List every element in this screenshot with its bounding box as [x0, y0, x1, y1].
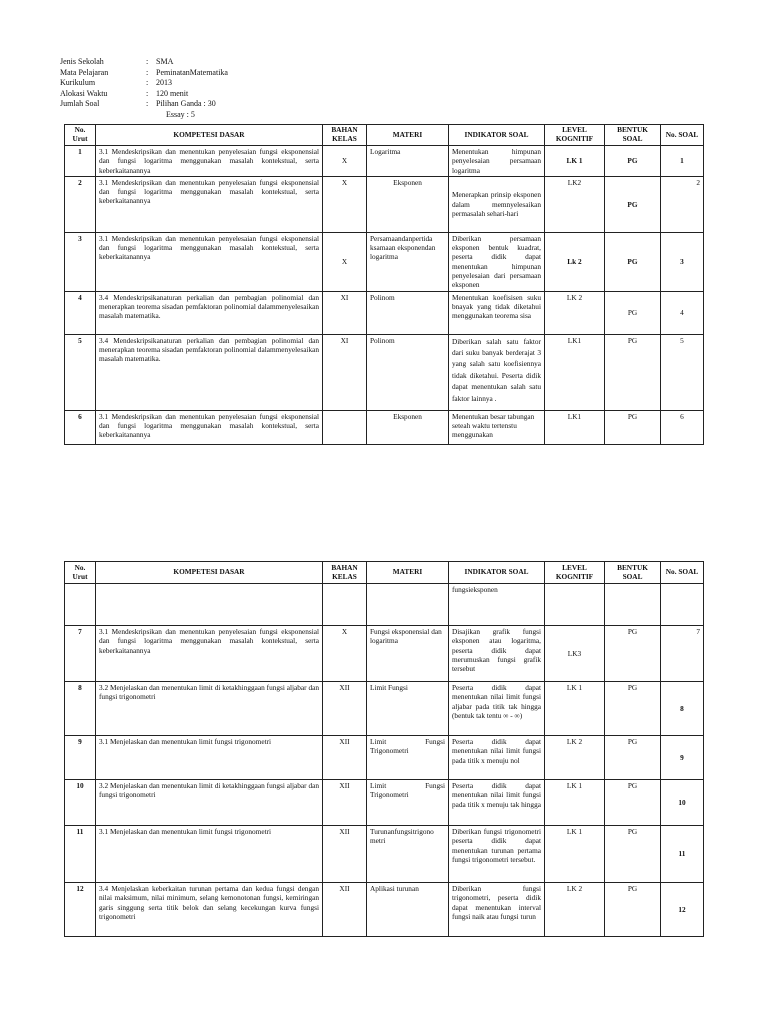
- row-indikator: Peserta didik dapat menentukan nilai limit fungsi pada titik x menuju nol: [449, 736, 545, 780]
- info-value: SMA: [156, 57, 174, 66]
- row-materi: Limit Fungsi Trigonometri: [367, 780, 449, 826]
- row-indikator: Peserta didik dapat menentukan nilai limit fungsi pada titik x menuju tak hingga: [449, 780, 545, 826]
- header-kompetensi: KOMPETESI DASAR: [96, 562, 323, 584]
- row-kompetensi: [96, 584, 323, 626]
- row-kelas: XII: [323, 883, 367, 937]
- table-row: [65, 291, 704, 334]
- table-row: [65, 232, 704, 291]
- row-bentuk: [605, 584, 661, 626]
- row-level: LK1: [545, 410, 605, 444]
- row-kompetensi: 3.1 Mendeskripsikan dan menentukan penyelesaian fungsi eksponensial dan fungsi logaritma menggunakan masalah kontekstual, serta keberkaitanannya: [96, 410, 323, 444]
- info-value: Pilihan Ganda : 30: [156, 99, 216, 109]
- row-no-soal: 6: [661, 410, 704, 444]
- row-kelas: XI: [323, 291, 367, 334]
- row-bentuk: PG: [605, 146, 661, 177]
- row-no: [65, 584, 96, 626]
- row-no-soal: 9: [661, 736, 704, 780]
- table-row: [65, 736, 704, 780]
- header-materi: MATERI: [367, 562, 449, 584]
- row-indikator: Diberikan fungsi trigonometri, peserta didik dapat menentukan interval fungsi naik atau fungsi turun: [449, 883, 545, 937]
- info-key: Jumlah Soal: [60, 99, 100, 109]
- row-indikator: Diberikan persamaan eksponen bentuk kuadrat, peserta didik dapat menentukan himpunan penyelesaian dari persamaan eksponen: [449, 232, 545, 291]
- row-indikator: Diberikan fungsi trigonometri peserta didik dapat menentukan turunan pertama fungsi trigonometri tersebut.: [449, 826, 545, 883]
- row-level: LK 2: [545, 736, 605, 780]
- header-bahan-kelas: BAHAN KELAS: [323, 125, 367, 146]
- row-no-soal: 2: [661, 176, 704, 232]
- info-row: Alokasi Waktu : 120 menit: [60, 88, 189, 98]
- row-bentuk: PG: [605, 410, 661, 444]
- info-value: 120 menit: [156, 88, 189, 98]
- info-key: Alokasi Waktu: [60, 88, 108, 98]
- header-materi: MATERI: [367, 125, 449, 146]
- row-materi: Eksponen: [367, 176, 449, 232]
- row-bentuk: PG: [605, 176, 661, 232]
- table-row: [65, 176, 704, 232]
- kisi-kisi-table-2: [64, 561, 704, 937]
- row-kelas: XII: [323, 780, 367, 826]
- row-kelas: XII: [323, 682, 367, 736]
- row-materi: [367, 584, 449, 626]
- row-level: LK 1: [545, 780, 605, 826]
- row-materi: Limit Fungsi Trigonometri: [367, 736, 449, 780]
- table-header-row: [65, 125, 704, 146]
- row-level: LK 1: [545, 682, 605, 736]
- row-no: 1: [65, 146, 96, 177]
- info-key: Kurikulum: [60, 78, 96, 88]
- row-indikator: Peserta didik dapat menentukan nilai limit fungsi aljabar pada titik tak hingga (bentuk tak tentu ∞ - ∞): [449, 682, 545, 736]
- row-kelas: [323, 410, 367, 444]
- row-no: 4: [65, 291, 96, 334]
- row-kelas: X: [323, 626, 367, 682]
- header-bentuk: BENTUK SOAL: [605, 125, 661, 146]
- header-indikator: INDIKATOR SOAL: [449, 125, 545, 146]
- row-indikator: Diberikan salah satu faktor dari suku banyak berderajat 3 yang salah satu koefisiennya tidak diketahui. Peserta didik dapat menentukan salah satu faktor lainnya .: [449, 334, 545, 410]
- row-materi: Polinom: [367, 291, 449, 334]
- row-no-soal: [661, 584, 704, 626]
- header-level: LEVEL KOGNITIF: [545, 562, 605, 584]
- info-row: Kurikulum : 2013: [60, 78, 172, 88]
- header-level: LEVEL KOGNITIF: [545, 125, 605, 146]
- row-no-soal: 7: [661, 626, 704, 682]
- row-kelas: XII: [323, 826, 367, 883]
- row-no: 6: [65, 410, 96, 444]
- row-kompetensi: 3.4 Mendeskripsikanaturan perkalian dan pembagian polinomial dan menerapkan teorema sisadan pemfaktoran polinomial dalammenyelesaikan masalah matematika.: [96, 334, 323, 410]
- row-kompetensi: 3.2 Menjelaskan dan menentukan limit di ketakhinggaan fungsi aljabar dan fungsi trigonometri: [96, 682, 323, 736]
- row-no: 9: [65, 736, 96, 780]
- table-row: [65, 780, 704, 826]
- row-indikator: fungsieksponen: [449, 584, 545, 626]
- row-materi: Eksponen: [367, 410, 449, 444]
- row-indikator: Menerapkan prinsip eksponen dalam memnyelesaikan permasalah sehari-hari: [449, 176, 545, 232]
- row-no: 2: [65, 176, 96, 232]
- row-no-soal: 4: [661, 291, 704, 334]
- row-bentuk: PG: [605, 780, 661, 826]
- row-kompetensi: 3.1 Mendeskripsikan dan menentukan penyelesaian fungsi eksponensial dan fungsi logaritma menggunakan masalah kontekstual, serta keberkaitanannya: [96, 626, 323, 682]
- info-key: [60, 110, 146, 121]
- header-bahan-kelas: BAHAN KELAS: [323, 562, 367, 584]
- row-no-soal: 11: [661, 826, 704, 883]
- header-no-soal: No. SOAL: [661, 125, 704, 146]
- info-key: Jenis Sekolah: [60, 57, 104, 66]
- row-indikator: Disajikan grafik fungsi eksponen atau logaritma, peserta didik dapat merumuskan fungsi grafik tersebut: [449, 626, 545, 682]
- document-info: [60, 57, 228, 121]
- row-bentuk: PG: [605, 682, 661, 736]
- row-bentuk: PG: [605, 626, 661, 682]
- table-row: [65, 883, 704, 937]
- info-value: 2013: [156, 78, 172, 88]
- header-indikator: INDIKATOR SOAL: [449, 562, 545, 584]
- row-bentuk: PG: [605, 826, 661, 883]
- row-kelas: XII: [323, 736, 367, 780]
- row-indikator: Menentukan koefisisen suku bnayak yang tidak diketahui menggunakan teorema sisa: [449, 291, 545, 334]
- row-level: [545, 584, 605, 626]
- row-bentuk: PG: [605, 883, 661, 937]
- table-row: [65, 410, 704, 444]
- row-kompetensi: 3.1 Menjelaskan dan menentukan limit fungsi trigonometri: [96, 736, 323, 780]
- row-no-soal: 8: [661, 682, 704, 736]
- row-kelas: X: [323, 146, 367, 177]
- row-materi: Turunanfungsitrigono metri: [367, 826, 449, 883]
- row-level: LK 1: [545, 146, 605, 177]
- kisi-kisi-table-1: [64, 124, 704, 445]
- row-level: LK1: [545, 334, 605, 410]
- row-no-soal: 3: [661, 232, 704, 291]
- info-row: Mata Pelajaran : PeminatanMatematika: [60, 67, 228, 77]
- row-no-soal: 5: [661, 334, 704, 410]
- row-kompetensi: 3.1 Mendeskripsikan dan menentukan penyelesaian fungsi eksponensial dan fungsi logaritma menggunakan masalah kontekstual, serta keberkaitanannya: [96, 146, 323, 177]
- row-level: LK 2: [545, 291, 605, 334]
- row-no: 8: [65, 682, 96, 736]
- header-no-urut: No. Urut: [65, 125, 96, 146]
- info-value: PeminatanMatematika: [156, 67, 228, 77]
- row-level: LK 1: [545, 826, 605, 883]
- row-bentuk: PG: [605, 232, 661, 291]
- row-materi: Logaritma: [367, 146, 449, 177]
- row-level: Lk 2: [545, 232, 605, 291]
- row-no-soal: 10: [661, 780, 704, 826]
- table-header-row: [65, 562, 704, 584]
- table-row: [65, 584, 704, 626]
- header-kompetensi: KOMPETESI DASAR: [96, 125, 323, 146]
- header-no-soal: No. SOAL: [661, 562, 704, 584]
- info-key: Mata Pelajaran: [60, 67, 109, 77]
- row-bentuk: PG: [605, 736, 661, 780]
- row-no: 3: [65, 232, 96, 291]
- row-kelas: X: [323, 232, 367, 291]
- row-materi: Aplikasi turunan: [367, 883, 449, 937]
- info-row: Jumlah Soal : Pilihan Ganda : 30: [60, 99, 216, 109]
- row-level: LK 2: [545, 883, 605, 937]
- row-no: 11: [65, 826, 96, 883]
- row-materi: Fungsi eksponensial dan logaritma: [367, 626, 449, 682]
- row-kompetensi: 3.1 Menjelaskan dan menentukan limit fungsi trigonometri: [96, 826, 323, 883]
- header-no-urut: No. Urut: [65, 562, 96, 584]
- row-materi: Polinom: [367, 334, 449, 410]
- info-value: Essay : 5: [166, 109, 195, 119]
- row-kompetensi: 3.4 Menjelaskan keberkaitan turunan pertama dan kedua fungsi dengan nilai maksimum, nilai minimum, selang kemonotonan fungsi, kemiringan garis singgung serta titik belok dan selang kecekungan kurva fungsi trigonometri: [96, 883, 323, 937]
- info-row: [60, 110, 228, 121]
- row-kompetensi: 3.2 Menjelaskan dan menentukan limit di ketakhinggaan fungsi aljabar dan fungsi trigonometri: [96, 780, 323, 826]
- row-materi: Limit Fungsi: [367, 682, 449, 736]
- row-no: 5: [65, 334, 96, 410]
- row-level: LK3: [545, 626, 605, 682]
- row-kelas: X: [323, 176, 367, 232]
- row-indikator: Menentukan besar tabungan seteah waktu tertenstu menggunakan: [449, 410, 545, 444]
- row-materi: Persamaandanpertida ksamaan eksponendan logaritma: [367, 232, 449, 291]
- table-row: [65, 826, 704, 883]
- row-kompetensi: 3.1 Mendeskripsikan dan menentukan penyelesaian fungsi eksponensial dan fungsi logaritma menggunakan masalah kontekstual, serta keberkaitanannya: [96, 176, 323, 232]
- row-bentuk: PG: [605, 291, 661, 334]
- row-no: 12: [65, 883, 96, 937]
- row-kelas: [323, 584, 367, 626]
- row-kelas: XI: [323, 334, 367, 410]
- table-row: [65, 334, 704, 410]
- table-row: [65, 626, 704, 682]
- table-row: [65, 682, 704, 736]
- header-bentuk: BENTUK SOAL: [605, 562, 661, 584]
- row-indikator: Menentukan himpunan penyelesaian persamaan logaritma: [449, 146, 545, 177]
- row-bentuk: PG: [605, 334, 661, 410]
- table-row: [65, 146, 704, 177]
- row-kompetensi: 3.4 Mendeskripsikanaturan perkalian dan pembagian polinomial dan menerapkan teorema sisadan pemfaktoran polinomial dalammenyelesaikan masalah matematika.: [96, 291, 323, 334]
- row-no: 7: [65, 626, 96, 682]
- info-row: Jenis Sekolah : SMA: [60, 57, 174, 66]
- row-kompetensi: 3.1 Mendeskripsikan dan menentukan penyelesaian fungsi eksponensial dan fungsi logaritma menggunakan masalah kontekstual, serta keberkaitanannya: [96, 232, 323, 291]
- row-level: LK2: [545, 176, 605, 232]
- row-no-soal: 1: [661, 146, 704, 177]
- row-no-soal: 12: [661, 883, 704, 937]
- row-no: 10: [65, 780, 96, 826]
